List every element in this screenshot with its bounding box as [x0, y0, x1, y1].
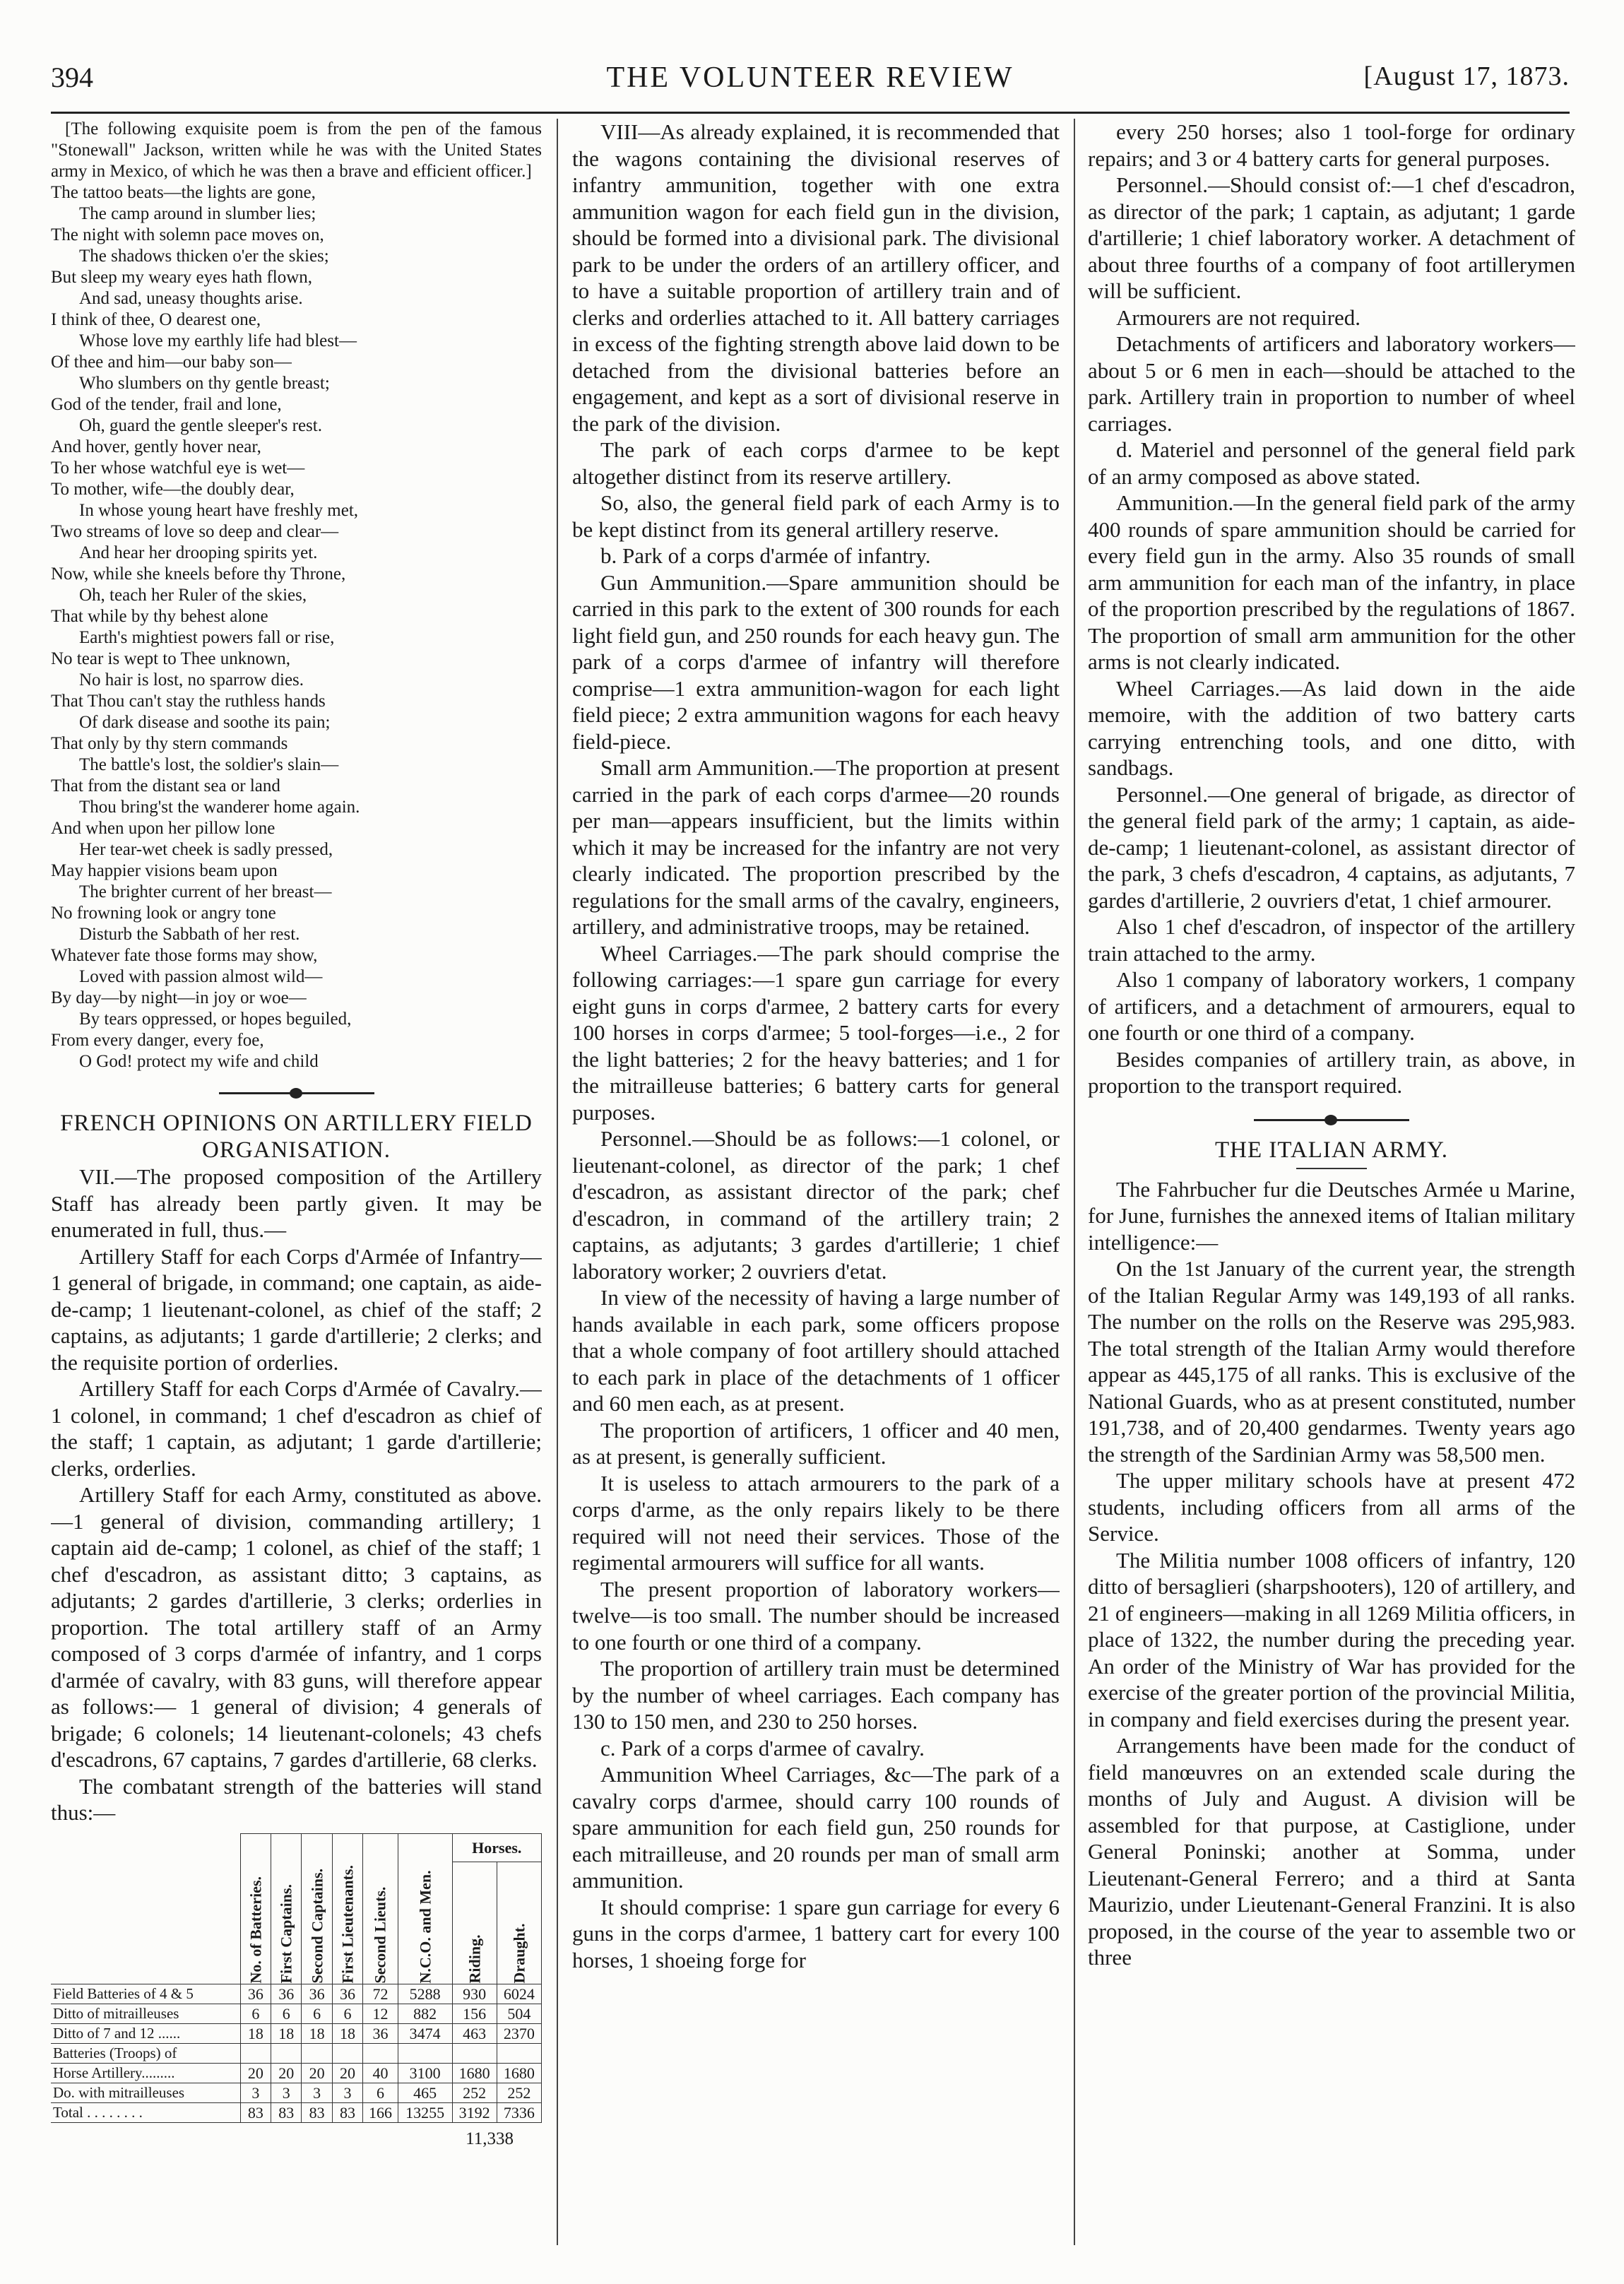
table-cell: 930 — [452, 1984, 497, 2004]
paragraph: Wheel Carriages.—The park should comprise the following carriages:—1 spare gun carriage for every eight guns in corps d'armee, 2 battery carts for every 100 horses in corps d'armee; 5 tool-forges—i.e., 2 for the light batteries; 2 for the heavy batteries; and 1 for the mitrailleuse batteries; 6 battery carts for general purposes. — [572, 940, 1060, 1125]
poem-line: To her whose watchful eye is wet— — [51, 458, 305, 478]
paragraph: Also 1 company of laboratory workers, 1 company of artificers, and a detachment of armourers, equal to one fourth or one third of a company. — [1088, 967, 1575, 1045]
poem-line: Oh, guard the gentle sleeper's rest. — [79, 416, 322, 435]
row-label: Total . . . . . . . . — [51, 2102, 240, 2122]
poem-line: The battle's lost, the soldier's slain— — [79, 755, 339, 774]
paragraph: Ammunition.—In the general field park of the army 400 rounds of spare ammunition should be carried for every field gun in the army. Also 35 rounds of small arm ammunition for each man of the infantry, in place of the proportion prescribed by the regulations of 1867. The proportion of small arm ammunition for the other arms is not clearly indicated. — [1088, 490, 1575, 674]
poem-line: Of dark disease and soothe its pain; — [79, 713, 331, 732]
poem-line: And hover, gently hover near, — [51, 437, 261, 456]
poem-line: Disturb the Sabbath of her rest. — [79, 925, 300, 944]
paragraph: The Fahrbucher fur die Deutsches Armée u Marine, for June, furnishes the annexed items of Italian military intelligence:— — [1088, 1176, 1575, 1255]
table-cell: 36 — [240, 1984, 271, 2004]
poem-line: The camp around in slumber lies; — [79, 204, 316, 223]
paragraph: d. Materiel and personnel of the general field park of an army composed as above stated. — [1088, 437, 1575, 489]
table-cell: 6 — [271, 2004, 302, 2023]
paragraph: It is useless to attach armourers to the park of a corps d'arme, as the only repairs likely to be there required will not need their services. Those of the regimental armourers will suffice for all wants. — [572, 1470, 1060, 1575]
column-header: First Captains. — [271, 1833, 302, 1984]
row-label: Ditto of mitrailleuses — [51, 2004, 240, 2023]
poem-line: By tears oppressed, or hopes beguiled, — [79, 1010, 352, 1029]
table-cell — [398, 2043, 452, 2063]
table-cell: 3 — [332, 2083, 362, 2102]
table-cell: 6 — [302, 2004, 332, 2023]
poem-line: May happier visions beam upon — [51, 861, 278, 880]
poem-line: Now, while she kneels before thy Throne, — [51, 564, 346, 584]
paragraph: Personnel.—Should be as follows:—1 colonel, or lieutenant-colonel, as director of the park; 1 chef d'escadron, as assistant director of the park; chef d'escadron, in command of the artillery train; 2 captains, as adjutants; 3 gardes d'artillerie; 1 chief laboratory worker; 2 ouvriers d'etat. — [572, 1126, 1060, 1284]
table-cell: 20 — [302, 2063, 332, 2083]
table-row — [51, 1984, 542, 2004]
table-cell: 72 — [363, 1984, 398, 2004]
paragraph: Artillery Staff for each Corps d'Armée of Infantry—1 general of brigade, in command; one captain, as aide-de-camp; 1 lieutenant-colonel, as chief of the staff; 2 captains, as adjutants; 1 garde d'artillerie; 2 clerks; and the requisite portion of orderlies. — [51, 1243, 542, 1375]
paragraph: every 250 horses; also 1 tool-forge for ordinary repairs; and 3 or 4 battery carts for general purposes. — [1088, 119, 1575, 171]
poem-line: No tear is wept to Thee unknown, — [51, 649, 291, 668]
paragraph: The proportion of artificers, 1 officer and 40 men, as at present, is generally sufficient. — [572, 1417, 1060, 1469]
table-cell: 6 — [240, 2004, 271, 2023]
article-heading-italian-army: THE ITALIAN ARMY. — [1215, 1137, 1448, 1163]
page-number: 394 — [51, 61, 93, 93]
table-row — [51, 2083, 542, 2102]
table-cell: 18 — [332, 2023, 362, 2043]
poem-line: The brighter current of her breast— — [79, 882, 332, 901]
poem-line: But sleep my weary eyes hath flown, — [51, 268, 313, 287]
paragraph: The Militia number 1008 officers of infantry, 120 ditto of bersaglieri (sharpshooters), 120 of artillery, and 21 of engineers—making in all 1269 Militia officers, in place of 1322, the number during the preceding year. An order of the Ministry of War has provided for the exercise of the greater portion of the provincial Militia, in company and field exercises during the present year. — [1088, 1547, 1575, 1732]
table-cell: 6 — [363, 2083, 398, 2102]
horses-header: Horses. — [452, 1833, 541, 1862]
table-cell: 156 — [452, 2004, 497, 2023]
paragraph: Also 1 chef d'escadron, of inspector of the artillery train attached to the army. — [1088, 914, 1575, 966]
table-cell: 2370 — [497, 2023, 541, 2043]
table-cell: 1680 — [497, 2063, 541, 2083]
poem-line: No frowning look or angry tone — [51, 904, 276, 923]
paragraph: On the 1st January of the current year, the strength of the Italian Regular Army was 149,193 of all ranks. The number on the rolls on the Reserve was 295,983. The total strength of the Italian Army would therefore appear as 445,175 of all ranks. This is exclusive of the National Guards, who as at present constituted, number 191,738, and of 20,400 gendarmes. Twenty years ago the strength of the Sardinian Army was 58,500 men. — [1088, 1256, 1575, 1467]
column-header: Second Captains. — [302, 1833, 332, 1984]
table-cell: 20 — [240, 2063, 271, 2083]
column-header: Riding. — [452, 1862, 497, 1984]
column-header: N.C.O. and Men. — [398, 1833, 452, 1984]
table-cell: 83 — [271, 2102, 302, 2122]
poem-line: The tattoo beats—the lights are gone, — [51, 183, 316, 202]
table-cell: 83 — [240, 2102, 271, 2122]
table-cell: 3 — [271, 2083, 302, 2102]
paragraph: In view of the necessity of having a large number of hands available in each park, some officers propose that a whole company of foot artillery should attached to each park in place of the detachments of 1 officer and 60 men each, as at present. — [572, 1285, 1060, 1416]
table-cell — [302, 2043, 332, 2063]
poem-line: And hear her drooping spirits yet. — [79, 543, 318, 562]
poem-intro: [The following exquisite poem is from the pen of the famous "Stonewall" Jackson, written while he was with the United States army in Mexico, of which he was then a brave and efficient officer.] — [51, 119, 542, 181]
poem-line: To mother, wife—the doubly dear, — [51, 480, 295, 499]
column-header: Draught. — [497, 1862, 541, 1984]
paragraph: Wheel Carriages.—As laid down in the aide memoire, with the addition of two battery carts carrying entrenching tools, and one ditto, with sandbags. — [1088, 675, 1575, 780]
paragraph: Ammunition Wheel Carriages, &c—The park of a cavalry corps d'armee, should carry 100 rounds of spare ammunition for each field gun, 250 rounds for each mitrailleuse, and 20 rounds per man of small arm ammunition. — [572, 1762, 1060, 1893]
column-rule — [557, 119, 558, 2245]
paragraph: c. Park of a corps d'armee of cavalry. — [600, 1735, 925, 1761]
column-rule — [1074, 119, 1075, 2245]
table-cell: 36 — [271, 1984, 302, 2004]
paragraph: b. Park of a corps d'armée of infantry. — [600, 543, 931, 568]
article-body-continued — [1088, 119, 1575, 1099]
poem-line: In whose young heart have freshly met, — [79, 501, 359, 520]
row-label: Do. with mitrailleuses — [51, 2083, 240, 2102]
table-cell: 465 — [398, 2083, 452, 2102]
paragraph: The proportion of artillery train must be determined by the number of wheel carriages. Each company has 130 to 150 men, and 230 to 250 horses. — [572, 1656, 1060, 1734]
row-label: Horse Artillery......... — [51, 2063, 240, 2083]
table-cell: 3474 — [398, 2023, 452, 2043]
paragraph: Armourers are not required. — [1116, 304, 1361, 330]
poem-line: By day—by night—in joy or woe— — [51, 988, 307, 1007]
paragraph: The park of each corps d'armee to be kept altogether distinct from its reserve artillery. — [572, 437, 1060, 489]
table-cell: 5288 — [398, 1984, 452, 2004]
table-cell — [240, 2043, 271, 2063]
poem-line: Oh, teach her Ruler of the skies, — [79, 586, 307, 605]
page-header — [51, 55, 1570, 114]
table-cell: 20 — [271, 2063, 302, 2083]
poem-line: And when upon her pillow lone — [51, 819, 275, 838]
table-row — [51, 2004, 542, 2023]
table-row — [51, 2043, 542, 2063]
table-cell: 36 — [302, 1984, 332, 2004]
table-cell — [497, 2043, 541, 2063]
table-cell: 18 — [302, 2023, 332, 2043]
poem-line: God of the tender, frail and lone, — [51, 395, 282, 414]
poem-line: The night with solemn pace moves on, — [51, 225, 324, 244]
table-corner — [51, 1833, 240, 1984]
paragraph: The present proportion of laboratory workers—twelve—is too small. The number should be increased to one fourth or one third of a company. — [572, 1576, 1060, 1655]
paragraph: Detachments of artificers and laboratory workers—about 5 or 6 men in each—should be attached to the park. Artillery train in proportion to number of wheel carriages. — [1088, 331, 1575, 436]
row-label: Batteries (Troops) of — [51, 2043, 240, 2063]
table-cell: 3 — [302, 2083, 332, 2102]
table-cell — [363, 2043, 398, 2063]
table-cell: 83 — [302, 2102, 332, 2122]
grand-total: 11,338 — [466, 2129, 514, 2148]
paragraph: Artillery Staff for each Army, constituted as above.—1 general of division, commanding artillery; 1 captain aid de-camp; 1 colonel, as chief of the staff; 1 chef d'escadron, as assistant ditto; 3 captains, as adjutants; 2 gardes d'artillerie, 3 clerks; orderlies in proportion. The total artillery staff of an Army composed of 3 corps d'armée of infantry, and 1 corps d'armée of cavalry, with 83 guns, will therefore appear as follows:— 1 general of division; 4 generals of brigade; 6 colonels; 14 lieutenant-colonels; 43 chefs d'escadrons, 67 captains, 7 gardes d'artillerie, 68 clerks. — [51, 1482, 542, 1772]
poem — [51, 182, 542, 1072]
table-cell: 36 — [332, 1984, 362, 2004]
heading-rule — [1296, 1168, 1367, 1169]
poem-line: Thou bring'st the wanderer home again. — [79, 798, 360, 817]
table-cell — [332, 2043, 362, 2063]
poem-line: Her tear-wet cheek is sadly pressed, — [79, 840, 333, 859]
poem-line: No hair is lost, no sparrow dies. — [79, 670, 304, 690]
table-row — [51, 2023, 542, 2043]
table-cell: 1680 — [452, 2063, 497, 2083]
poem-line: Of thee and him—our baby son— — [51, 353, 292, 372]
row-label: Ditto of 7 and 12 ...... — [51, 2023, 240, 2043]
paragraph: VII.—The proposed composition of the Artillery Staff has already been partly given. It may be enumerated in full, thus.— — [51, 1164, 542, 1242]
paragraph: Besides companies of artillery train, as above, in proportion to the transport required. — [1088, 1046, 1575, 1098]
table-cell: 83 — [332, 2102, 362, 2122]
column-header: First Lieutenants. — [332, 1833, 362, 1984]
article-body-continued — [572, 119, 1060, 1973]
section-separator — [1254, 1119, 1409, 1121]
table-cell: 3192 — [452, 2102, 497, 2122]
poem-line: Whose love my earthly life had blest— — [79, 331, 357, 350]
table-cell: 3 — [240, 2083, 271, 2102]
poem-line: And sad, uneasy thoughts arise. — [79, 289, 303, 308]
poem-line: That while by thy behest alone — [51, 607, 268, 626]
poem-line: Two streams of love so deep and clear— — [51, 522, 339, 541]
table-row — [51, 2063, 542, 2083]
paragraph: The upper military schools have at present 472 students, including officers from all arms of the Service. — [1088, 1468, 1575, 1546]
table-cell: 463 — [452, 2023, 497, 2043]
table-cell: 18 — [240, 2023, 271, 2043]
table-cell: 36 — [363, 2023, 398, 2043]
column-header: No. of Batteries. — [240, 1833, 271, 1984]
poem-line: From every danger, every foe, — [51, 1031, 264, 1050]
article-body — [51, 1164, 542, 1826]
paragraph: Artillery Staff for each Corps d'Armée of Cavalry.—1 colonel, in command; 1 chef d'escadron as chief of the staff; 1 captain, as adjutant; 1 garde d'artillerie; clerks, orderlies. — [51, 1376, 542, 1481]
table-cell — [452, 2043, 497, 2063]
paragraph: Small arm Ammunition.—The proportion at present carried in the park of each corps d'armee—20 rounds per man—appears insufficient, but the limits within which it may be increased for the infantry are not very clearly indicated. The proportion prescribed by the regulations for the small arms of the cavalry, engineers, artillery, and administrative troops, may be retained. — [572, 755, 1060, 939]
table-cell: 13255 — [398, 2102, 452, 2122]
paragraph: Personnel.—Should consist of:—1 chef d'escadron, as director of the park; 1 captain, as adjutant; 1 garde d'artillerie; 1 chief laboratory worker. A detachment of about three fourths of a company of foot artillerymen will be sufficient. — [1088, 172, 1575, 303]
column-3 — [1088, 119, 1575, 2252]
poem-line: That from the distant sea or land — [51, 776, 280, 795]
table-cell: 252 — [452, 2083, 497, 2102]
article-heading: FRENCH OPINIONS ON ARTILLERY FIELD ORGANISATION. — [60, 1111, 533, 1163]
table-row — [51, 2102, 542, 2122]
paragraph: Arrangements have been made for the conduct of field manœuvres on an extended scale during the months of July and August. A division will be assembled for that purpose, at Castiglione, under General Poninski; another at Somma, under Lieutenant-General Ferrero; and a third at Santa Maurizio, under Lieutenant-General Franzini. It is also proposed, in the course of the year to assemble two or three — [1088, 1733, 1575, 1970]
poem-line: That Thou can't stay the ruthless hands — [51, 692, 326, 711]
poem-line: Who slumbers on thy gentle breast; — [79, 374, 330, 393]
issue-date: [August 17, 1873. — [1363, 61, 1570, 91]
table-cell: 166 — [363, 2102, 398, 2122]
section-separator — [219, 1092, 374, 1094]
poem-line: Earth's mightiest powers fall or rise, — [79, 628, 335, 647]
poem-line: Whatever fate those forms may show, — [51, 946, 318, 965]
paragraph: Gun Ammunition.—Spare ammunition should be carried in this park to the extent of 300 rounds for each light field gun, and 250 rounds for each heavy gun. The park of a corps d'armee of infantry will therefore comprise—1 extra ammunition-wagon for each light field piece; 2 extra ammunition wagons for each heavy field-piece. — [572, 569, 1060, 754]
table-cell: 12 — [363, 2004, 398, 2023]
paragraph: It should comprise: 1 spare gun carriage for every 6 guns in the corps d'armee, 1 battery cart for every 100 horses, 1 shoeing forge for — [572, 1894, 1060, 1972]
table-cell: 252 — [497, 2083, 541, 2102]
column-header: Second Lieuts. — [363, 1833, 398, 1984]
poem-line: The shadows thicken o'er the skies; — [79, 247, 329, 266]
table-cell: 882 — [398, 2004, 452, 2023]
table-cell: 6024 — [497, 1984, 541, 2004]
table-cell — [271, 2043, 302, 2063]
poem-line: That only by thy stern commands — [51, 734, 288, 753]
paragraph: The combatant strength of the batteries will stand thus:— — [51, 1773, 542, 1825]
table-cell: 20 — [332, 2063, 362, 2083]
table-cell: 6 — [332, 2004, 362, 2023]
table-cell: 504 — [497, 2004, 541, 2023]
paragraph: Personnel.—One general of brigade, as director of the general field park of the army; 1 captain, as aide-de-camp; 1 lieutenant-colonel, as assistant director of the park, 3 chefs d'escadron, 4 captains, as adjutants, 7 gardes d'artillerie, 2 ouvriers d'etat, 1 chief armourer. — [1088, 781, 1575, 913]
row-label: Field Batteries of 4 & 5 — [51, 1984, 240, 2004]
poem-line: I think of thee, O dearest one, — [51, 310, 261, 329]
poem-line: Loved with passion almost wild— — [79, 967, 323, 986]
column-2 — [572, 119, 1060, 2252]
column-1 — [51, 119, 542, 2252]
italian-army-body — [1088, 1176, 1575, 1971]
battery-strength-table — [51, 1833, 542, 2123]
poem-line: O God! protect my wife and child — [79, 1052, 319, 1071]
publication-title: THE VOLUNTEER REVIEW — [606, 61, 1014, 94]
paragraph: So, also, the general field park of each Army is to be kept distinct from its general artillery reserve. — [572, 490, 1060, 542]
table-cell: 18 — [271, 2023, 302, 2043]
table-cell: 7336 — [497, 2102, 541, 2122]
table-cell: 40 — [363, 2063, 398, 2083]
paragraph: VIII—As already explained, it is recommended that the wagons containing the divisional reserves of infantry ammunition, together with one extra ammunition wagon for each field gun in the division, should be formed into a divisional park. The divisional park to be under the orders of an artillery officer, and to have a suitable proportion of artillery train and of clerks and orderlies attached to it. All battery carriages in excess of the fighting strength above laid down to be detached from the divisional batteries before an engagement, and kept as a sort of divisional reserve in the park of the division. — [572, 119, 1060, 436]
table-cell: 3100 — [398, 2063, 452, 2083]
